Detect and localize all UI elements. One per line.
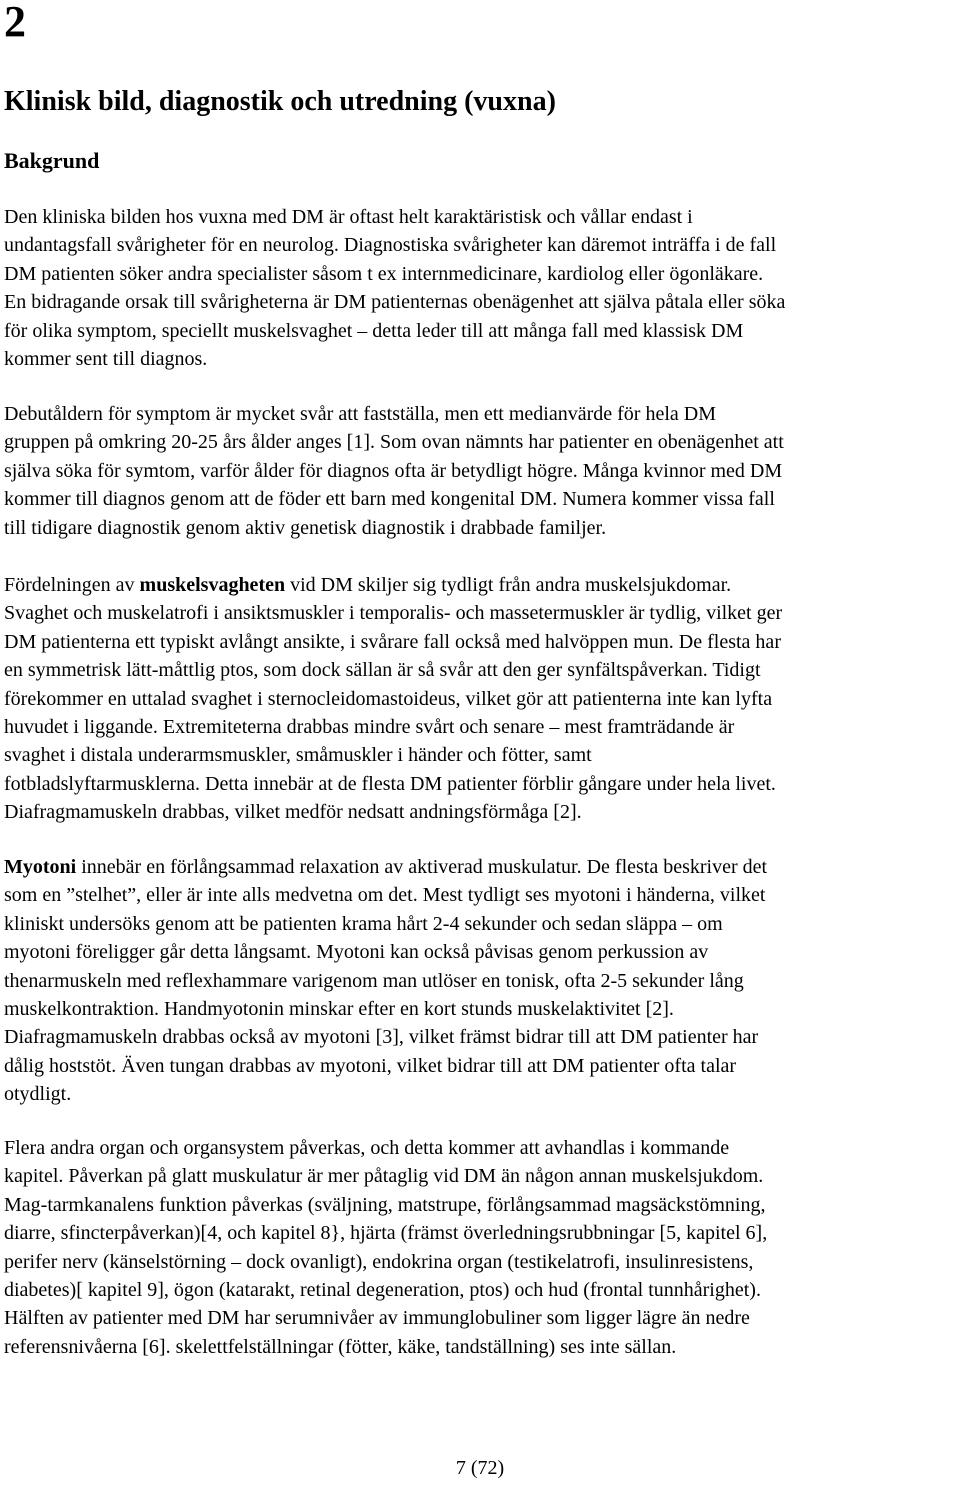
text-line: för olika symptom, speciellt muskelsvaghet – detta leder till att många fall med klassisk DM bbox=[4, 319, 744, 342]
text-line: till tidigare diagnostik genom aktiv genetisk diagnostik i drabbade familjer. bbox=[4, 516, 607, 539]
section-heading: Bakgrund bbox=[4, 148, 100, 173]
paragraph-other-organs bbox=[4, 1134, 959, 1361]
emphasis-term: muskelsvagheten bbox=[139, 574, 286, 596]
text-line: Mag-tarmkanalens funktion påverkas (sväljning, matstrupe, förlångsammad magsäckstömning, bbox=[4, 1193, 766, 1216]
chapter-number: 2 bbox=[4, 0, 26, 46]
text-line: Diafragmamuskeln drabbas också av myotoni [3], vilket främst bidrar till att DM patienter har bbox=[4, 1026, 759, 1049]
text-line: En bidragande orsak till svårigheterna är DM patienternas obenägenhet att själva påtala eller söka bbox=[4, 291, 786, 314]
text-line: perifer nerv (känselstörning – dock ovanligt), endokrina organ (testikelatrofi, insulinresistens, bbox=[4, 1250, 754, 1273]
text-line: undantagsfall svårigheter för en neurolog. Diagnostiska svårigheter kan däremot inträffa i de fall bbox=[4, 234, 777, 257]
text-line: fotbladslyftarmusklerna. Detta innebär at de flesta DM patienter förblir gångare under hela livet. bbox=[4, 772, 776, 795]
text-line: kommer till diagnos genom att de föder ett barn med kongenital DM. Numera kommer vissa fall bbox=[4, 488, 775, 511]
text-run: innebär en förlångsammad relaxation av aktiverad muskulatur. De flesta beskriver det bbox=[76, 856, 768, 878]
text-line: Den kliniska bilden hos vuxna med DM är oftast helt karaktäristisk och vållar endast i bbox=[4, 206, 693, 228]
paragraph-onset-age bbox=[4, 400, 959, 542]
paragraph-myotonia bbox=[4, 853, 959, 1109]
text-line: Diafragmamuskeln drabbas, vilket medför nedsatt andningsförmåga [2]. bbox=[4, 801, 582, 824]
text-line: kliniskt undersöks genom att be patienten krama hårt 2-4 sekunder och sedan släppa – om bbox=[4, 912, 723, 935]
text-line: kommer sent till diagnos. bbox=[4, 348, 208, 371]
text-line: otydligt. bbox=[4, 1083, 72, 1106]
text-line bbox=[4, 571, 959, 599]
text-line bbox=[4, 853, 959, 881]
text-line: muskelkontraktion. Handmyotonin minskar efter en kort stunds muskelaktivitet [2]. bbox=[4, 998, 674, 1021]
text-line: Svaghet och muskelatrofi i ansiktsmuskler i temporalis- och massetermuskler är tydlig, vilket ger bbox=[4, 602, 783, 625]
text-line: som en ”stelhet”, eller är inte alls medvetna om det. Mest tydligt ses myotoni i händerna, vilket bbox=[4, 884, 766, 907]
text-line: DM patienten söker andra specialister såsom t ex internmedicinare, kardiolog eller ögonläkare. bbox=[4, 262, 764, 285]
text-line: kapitel. Påverkan på glatt muskulatur är mer påtaglig vid DM än någon annan muskelsjukdom. bbox=[4, 1165, 764, 1188]
text-run: Fördelningen av bbox=[4, 574, 140, 596]
text-line: Debutåldern för symptom är mycket svår att fastställa, men ett medianvärde för hela DM bbox=[4, 403, 716, 425]
text-line: huvudet i liggande. Extremiteterna drabbas mindre svårt och senare – mest framträdande är bbox=[4, 716, 735, 739]
text-line: Hälften av patienter med DM har serumnivåer av immunglobuliner som ligger lägre än nedre bbox=[4, 1307, 750, 1330]
text-line: DM patienterna ett typiskt avlångt ansikte, i svårare fall också med halvöppen mun. De flesta har bbox=[4, 630, 781, 653]
text-line: referensnivåerna [6]. skelettfelställningar (fötter, käke, tandställning) ses inte sällan. bbox=[4, 1335, 677, 1358]
page-number: 7 (72) bbox=[455, 1457, 505, 1479]
text-line: Flera andra organ och organsystem påverkas, och detta kommer att avhandlas i kommande bbox=[4, 1137, 730, 1159]
emphasis-term: Myotoni bbox=[4, 856, 77, 878]
text-line: diabetes)[ kapitel 9], ögon (katarakt, retinal degeneration, ptos) och hud (frontal tunnhårighet). bbox=[4, 1279, 761, 1302]
text-line: diarre, sfincterpåverkan)[4, och kapitel 8}, hjärta (främst överledningsrubbningar [5, kapitel 6], bbox=[4, 1222, 768, 1245]
chapter-title: Klinisk bild, diagnostik och utredning (vuxna) bbox=[4, 86, 556, 117]
paragraph-background bbox=[4, 203, 959, 373]
paragraph-muscle-weakness bbox=[4, 571, 959, 827]
text-line: thenarmuskeln med reflexhammare varigenom man utlöser en tonisk, ofta 2-5 sekunder lång bbox=[4, 969, 744, 992]
text-line: dålig hoststöt. Även tungan drabbas av myotoni, vilket bidrar till att DM patienter ofta talar bbox=[4, 1054, 737, 1077]
text-run: vid DM skiljer sig tydligt från andra muskelsjukdomar. bbox=[285, 574, 732, 596]
text-line: förekommer en uttalad svaghet i sternocleidomastoideus, vilket gör att patienterna inte kan lyfta bbox=[4, 687, 773, 710]
text-line: myotoni föreligger går detta långsamt. Myotoni kan också påvisas genom perkussion av bbox=[4, 941, 709, 964]
text-line: själva söka för symtom, varför ålder för diagnos ofta är betydligt högre. Många kvinnor med DM bbox=[4, 459, 783, 482]
text-line: gruppen på omkring 20-25 års ålder anges [1]. Som ovan nämnts har patienter en obenägenhet att bbox=[4, 431, 784, 454]
text-line: en symmetrisk lätt-måttlig ptos, som dock sällan är så svår att den ger synfältspåverkan. Tidigt bbox=[4, 659, 761, 682]
text-line: svaghet i distala underarmsmuskler, småmuskler i händer och fötter, samt bbox=[4, 744, 592, 767]
